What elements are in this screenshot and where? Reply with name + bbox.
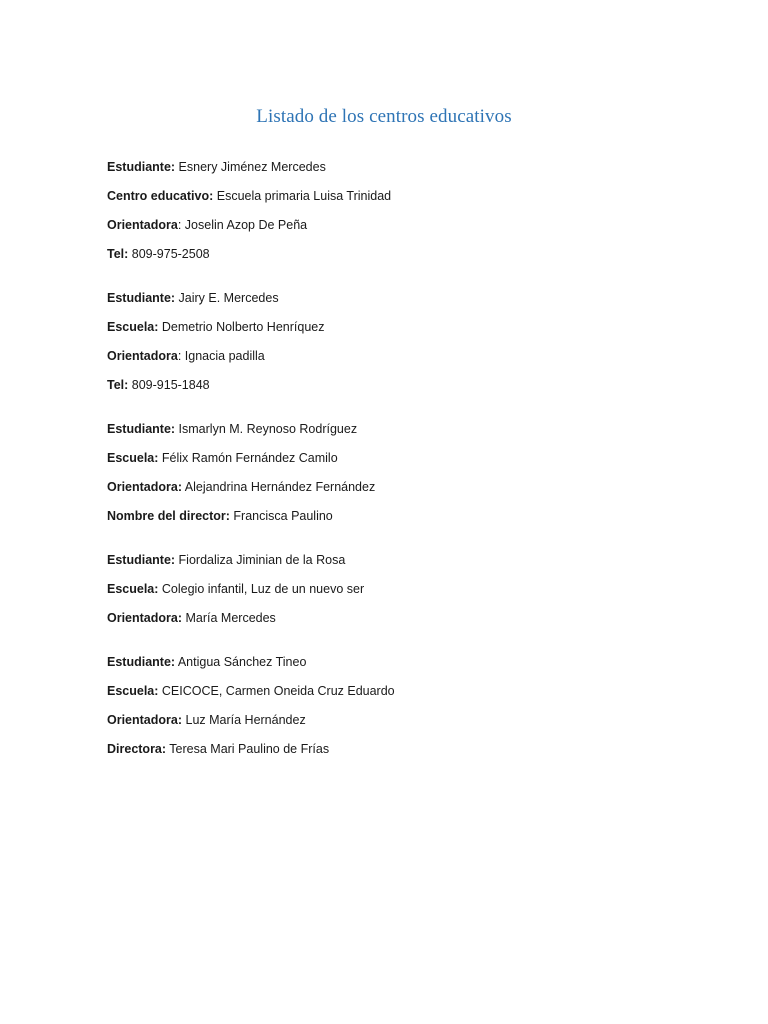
field-label: Orientadora [107, 349, 178, 363]
entry-line [107, 451, 707, 466]
entry-line [107, 713, 707, 728]
entry-2 [107, 291, 707, 393]
field-value: Alejandrina Hernández Fernández [182, 480, 376, 494]
entry-1 [107, 160, 707, 262]
field-value: : Joselin Azop De Peña [177, 218, 308, 232]
field-value: Demetrio Nolberto Henríquez [158, 320, 325, 334]
entry-line [107, 684, 707, 699]
field-label: Estudiante: [107, 160, 176, 174]
field-label: Orientadora [107, 218, 178, 232]
field-value: María Mercedes [182, 611, 276, 625]
field-label: Tel: [107, 247, 129, 261]
field-value: 809-915-1848 [128, 378, 210, 392]
field-label: Escuela: [107, 451, 159, 465]
field-label: Escuela: [107, 684, 159, 698]
entry-line [107, 582, 707, 597]
field-label: Escuela: [107, 582, 159, 596]
field-label: Nombre del director: [107, 509, 230, 523]
field-value: Escuela primaria Luisa Trinidad [213, 189, 392, 203]
entry-line [107, 611, 707, 626]
field-label: Tel: [107, 378, 129, 392]
field-label: Estudiante: [107, 553, 176, 567]
entry-line [107, 218, 707, 233]
entry-line [107, 742, 707, 757]
entry-line [107, 291, 707, 306]
entry-5 [107, 655, 707, 757]
entry-line [107, 655, 707, 670]
entry-line [107, 422, 707, 437]
field-value: Ismarlyn M. Reynoso Rodríguez [175, 422, 358, 436]
entry-line [107, 160, 707, 175]
field-label: Estudiante: [107, 655, 176, 669]
entry-line [107, 189, 707, 204]
field-label: Orientadora: [107, 713, 183, 727]
entry-list [107, 160, 707, 786]
field-value: Teresa Mari Paulino de Frías [166, 742, 330, 756]
field-value: CEICOCE, Carmen Oneida Cruz Eduardo [158, 684, 395, 698]
document-title: Listado de los centros educativos [256, 106, 512, 127]
field-value: Francisca Paulino [229, 509, 333, 523]
entry-line [107, 509, 707, 524]
field-label: Escuela: [107, 320, 159, 334]
field-label: Directora: [107, 742, 167, 756]
field-value: Fiordaliza Jiminian de la Rosa [175, 553, 346, 567]
field-label: Orientadora: [107, 611, 183, 625]
entry-line [107, 247, 707, 262]
field-value: Colegio infantil, Luz de un nuevo ser [158, 582, 365, 596]
field-value: Félix Ramón Fernández Camilo [158, 451, 338, 465]
field-value: 809-975-2508 [128, 247, 210, 261]
field-value: Antigua Sánchez Tineo [175, 655, 307, 669]
field-label: Estudiante: [107, 291, 176, 305]
field-label: Centro educativo: [107, 189, 214, 203]
field-value: Jairy E. Mercedes [175, 291, 279, 305]
entry-line [107, 480, 707, 495]
field-value: Luz María Hernández [182, 713, 306, 727]
entry-4 [107, 553, 707, 626]
entry-3 [107, 422, 707, 524]
entry-line [107, 553, 707, 568]
entry-line [107, 378, 707, 393]
field-value: Esnery Jiménez Mercedes [175, 160, 326, 174]
entry-line [107, 320, 707, 335]
field-label: Orientadora: [107, 480, 183, 494]
entry-line [107, 349, 707, 364]
field-value: : Ignacia padilla [177, 349, 265, 363]
field-label: Estudiante: [107, 422, 176, 436]
